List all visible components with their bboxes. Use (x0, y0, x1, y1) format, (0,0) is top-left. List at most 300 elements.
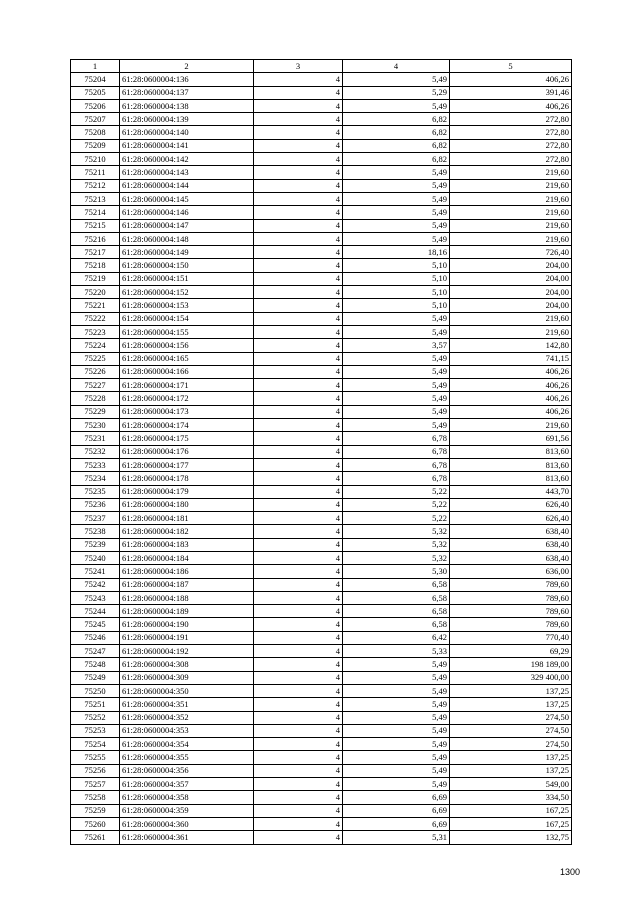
row-number-cell: 75240 (71, 551, 120, 564)
column-5-cell: 167,25 (450, 817, 572, 830)
column-5-cell: 219,60 (450, 166, 572, 179)
table-row (71, 352, 572, 365)
column-5-cell: 638,40 (450, 551, 572, 564)
column-3-cell: 4 (254, 179, 343, 192)
cadastral-number-cell: 61:28:0600004:182 (120, 525, 254, 538)
column-4-cell: 5,49 (343, 658, 450, 671)
table-row (71, 738, 572, 751)
column-3-cell: 4 (254, 525, 343, 538)
column-3-cell: 4 (254, 578, 343, 591)
cadastral-number-cell: 61:28:0600004:361 (120, 831, 254, 844)
table-row (71, 498, 572, 511)
table-row (71, 405, 572, 418)
table-row (71, 232, 572, 245)
table-row (71, 618, 572, 631)
cadastral-number-cell: 61:28:0600004:171 (120, 379, 254, 392)
cadastral-number-cell: 61:28:0600004:181 (120, 512, 254, 525)
table-row (71, 512, 572, 525)
row-number-cell: 75221 (71, 299, 120, 312)
column-5-cell: 137,25 (450, 764, 572, 777)
table-row (71, 671, 572, 684)
column-3-cell: 4 (254, 698, 343, 711)
row-number-cell: 75258 (71, 791, 120, 804)
table-row (71, 126, 572, 139)
table-row (71, 312, 572, 325)
row-number-cell: 75254 (71, 738, 120, 751)
column-5-cell: 741,15 (450, 352, 572, 365)
table-row (71, 153, 572, 166)
table-row (71, 631, 572, 644)
row-number-cell: 75226 (71, 365, 120, 378)
column-3-cell: 4 (254, 831, 343, 844)
row-number-cell: 75204 (71, 73, 120, 86)
row-number-cell: 75219 (71, 272, 120, 285)
table-row (71, 645, 572, 658)
cadastral-number-cell: 61:28:0600004:350 (120, 684, 254, 697)
table-row (71, 192, 572, 205)
table-row (71, 325, 572, 338)
row-number-cell: 75251 (71, 698, 120, 711)
column-4-cell: 5,49 (343, 99, 450, 112)
column-5-cell: 638,40 (450, 525, 572, 538)
column-header-2: 2 (120, 60, 254, 73)
row-number-cell: 75223 (71, 325, 120, 338)
column-header-4: 4 (343, 60, 450, 73)
column-4-cell: 5,49 (343, 192, 450, 205)
column-3-cell: 4 (254, 352, 343, 365)
cadastral-number-cell: 61:28:0600004:353 (120, 724, 254, 737)
row-number-cell: 75217 (71, 246, 120, 259)
row-number-cell: 75222 (71, 312, 120, 325)
column-3-cell: 4 (254, 432, 343, 445)
column-4-cell: 6,69 (343, 791, 450, 804)
column-5-cell: 391,46 (450, 86, 572, 99)
row-number-cell: 75237 (71, 512, 120, 525)
row-number-cell: 75228 (71, 392, 120, 405)
column-3-cell: 4 (254, 538, 343, 551)
column-4-cell: 6,58 (343, 591, 450, 604)
cadastral-number-cell: 61:28:0600004:357 (120, 778, 254, 791)
cadastral-number-cell: 61:28:0600004:148 (120, 232, 254, 245)
cadastral-number-cell: 61:28:0600004:173 (120, 405, 254, 418)
column-5-cell: 219,60 (450, 232, 572, 245)
table-row (71, 658, 572, 671)
cadastral-number-cell: 61:28:0600004:183 (120, 538, 254, 551)
row-number-cell: 75233 (71, 458, 120, 471)
column-4-cell: 6,82 (343, 139, 450, 152)
column-3-cell: 4 (254, 219, 343, 232)
column-3-cell: 4 (254, 645, 343, 658)
cadastral-number-cell: 61:28:0600004:146 (120, 206, 254, 219)
column-5-cell: 219,60 (450, 219, 572, 232)
row-number-cell: 75211 (71, 166, 120, 179)
column-3-cell: 4 (254, 724, 343, 737)
row-number-cell: 75252 (71, 711, 120, 724)
cadastral-number-cell: 61:28:0600004:156 (120, 339, 254, 352)
column-3-cell: 4 (254, 458, 343, 471)
cadastral-number-cell: 61:28:0600004:142 (120, 153, 254, 166)
column-3-cell: 4 (254, 272, 343, 285)
row-number-cell: 75253 (71, 724, 120, 737)
row-number-cell: 75213 (71, 192, 120, 205)
column-4-cell: 5,49 (343, 764, 450, 777)
column-4-cell: 5,31 (343, 831, 450, 844)
column-3-cell: 4 (254, 392, 343, 405)
cadastral-number-cell: 61:28:0600004:192 (120, 645, 254, 658)
column-4-cell: 5,22 (343, 485, 450, 498)
cadastral-number-cell: 61:28:0600004:191 (120, 631, 254, 644)
row-number-cell: 75243 (71, 591, 120, 604)
column-5-cell: 219,60 (450, 179, 572, 192)
cadastral-number-cell: 61:28:0600004:188 (120, 591, 254, 604)
table-row (71, 432, 572, 445)
column-5-cell: 691,56 (450, 432, 572, 445)
column-4-cell: 5,49 (343, 751, 450, 764)
cadastral-number-cell: 61:28:0600004:136 (120, 73, 254, 86)
column-3-cell: 4 (254, 206, 343, 219)
table-row (71, 578, 572, 591)
table-row (71, 605, 572, 618)
column-3-cell: 4 (254, 339, 343, 352)
column-3-cell: 4 (254, 259, 343, 272)
column-5-cell: 813,60 (450, 472, 572, 485)
column-3-cell: 4 (254, 405, 343, 418)
column-5-cell: 638,40 (450, 538, 572, 551)
page-number: 1300 (560, 867, 581, 877)
cadastral-number-cell: 61:28:0600004:177 (120, 458, 254, 471)
table-row (71, 445, 572, 458)
column-4-cell: 5,10 (343, 286, 450, 299)
cadastral-number-cell: 61:28:0600004:166 (120, 365, 254, 378)
cadastral-number-cell: 61:28:0600004:180 (120, 498, 254, 511)
column-3-cell: 4 (254, 299, 343, 312)
column-5-cell: 813,60 (450, 445, 572, 458)
column-3-cell: 4 (254, 671, 343, 684)
column-5-cell: 636,00 (450, 565, 572, 578)
row-number-cell: 75218 (71, 259, 120, 272)
row-number-cell: 75220 (71, 286, 120, 299)
column-3-cell: 4 (254, 618, 343, 631)
cadastral-number-cell: 61:28:0600004:190 (120, 618, 254, 631)
table-row (71, 73, 572, 86)
row-number-cell: 75229 (71, 405, 120, 418)
row-number-cell: 75259 (71, 804, 120, 817)
column-3-cell: 4 (254, 246, 343, 259)
table-row (71, 804, 572, 817)
column-4-cell: 5,49 (343, 219, 450, 232)
column-3-cell: 4 (254, 73, 343, 86)
column-5-cell: 219,60 (450, 419, 572, 432)
column-4-cell: 5,10 (343, 299, 450, 312)
column-4-cell: 6,58 (343, 605, 450, 618)
table-row (71, 724, 572, 737)
column-4-cell: 5,49 (343, 379, 450, 392)
column-4-cell: 6,69 (343, 817, 450, 830)
column-5-cell: 198 189,00 (450, 658, 572, 671)
row-number-cell: 75235 (71, 485, 120, 498)
column-4-cell: 5,22 (343, 512, 450, 525)
table-row (71, 831, 572, 844)
row-number-cell: 75246 (71, 631, 120, 644)
column-3-cell: 4 (254, 126, 343, 139)
row-number-cell: 75256 (71, 764, 120, 777)
cadastral-number-cell: 61:28:0600004:360 (120, 817, 254, 830)
column-4-cell: 6,82 (343, 126, 450, 139)
column-4-cell: 5,49 (343, 724, 450, 737)
table-row (71, 259, 572, 272)
cadastral-number-cell: 61:28:0600004:359 (120, 804, 254, 817)
column-3-cell: 4 (254, 684, 343, 697)
row-number-cell: 75209 (71, 139, 120, 152)
column-4-cell: 5,30 (343, 565, 450, 578)
row-number-cell: 75250 (71, 684, 120, 697)
column-5-cell: 272,80 (450, 153, 572, 166)
column-4-cell: 3,57 (343, 339, 450, 352)
column-4-cell: 6,82 (343, 153, 450, 166)
column-5-cell: 204,00 (450, 272, 572, 285)
column-4-cell: 5,49 (343, 352, 450, 365)
row-number-cell: 75244 (71, 605, 120, 618)
column-5-cell: 219,60 (450, 192, 572, 205)
column-3-cell: 4 (254, 591, 343, 604)
column-5-cell: 789,60 (450, 618, 572, 631)
row-number-cell: 75210 (71, 153, 120, 166)
column-3-cell: 4 (254, 312, 343, 325)
row-number-cell: 75239 (71, 538, 120, 551)
table-row (71, 113, 572, 126)
column-5-cell: 272,80 (450, 113, 572, 126)
table-row (71, 166, 572, 179)
cadastral-number-cell: 61:28:0600004:309 (120, 671, 254, 684)
row-number-cell: 75216 (71, 232, 120, 245)
table-row (71, 764, 572, 777)
cadastral-number-cell: 61:28:0600004:178 (120, 472, 254, 485)
cadastral-number-cell: 61:28:0600004:155 (120, 325, 254, 338)
column-3-cell: 4 (254, 512, 343, 525)
cadastral-number-cell: 61:28:0600004:179 (120, 485, 254, 498)
column-5-cell: 167,25 (450, 804, 572, 817)
column-4-cell: 6,69 (343, 804, 450, 817)
column-4-cell: 5,49 (343, 684, 450, 697)
column-5-cell: 137,25 (450, 751, 572, 764)
row-number-cell: 75260 (71, 817, 120, 830)
column-3-cell: 4 (254, 153, 343, 166)
cadastral-number-cell: 61:28:0600004:139 (120, 113, 254, 126)
cadastral-number-cell: 61:28:0600004:172 (120, 392, 254, 405)
column-4-cell: 5,49 (343, 392, 450, 405)
table-row (71, 246, 572, 259)
column-5-cell: 406,26 (450, 365, 572, 378)
column-4-cell: 5,10 (343, 272, 450, 285)
cadastral-number-cell: 61:28:0600004:151 (120, 272, 254, 285)
column-5-cell: 219,60 (450, 325, 572, 338)
column-5-cell: 626,40 (450, 512, 572, 525)
column-3-cell: 4 (254, 113, 343, 126)
table-row (71, 419, 572, 432)
cadastral-number-cell: 61:28:0600004:138 (120, 99, 254, 112)
column-3-cell: 4 (254, 738, 343, 751)
column-header-5: 5 (450, 60, 572, 73)
table-row (71, 379, 572, 392)
column-header-3: 3 (254, 60, 343, 73)
column-4-cell: 5,22 (343, 498, 450, 511)
column-3-cell: 4 (254, 192, 343, 205)
row-number-cell: 75224 (71, 339, 120, 352)
column-5-cell: 406,26 (450, 379, 572, 392)
table-row (71, 299, 572, 312)
row-number-cell: 75231 (71, 432, 120, 445)
column-4-cell: 6,58 (343, 618, 450, 631)
table-row (71, 139, 572, 152)
table-row (71, 485, 572, 498)
column-4-cell: 5,49 (343, 419, 450, 432)
cadastral-number-cell: 61:28:0600004:150 (120, 259, 254, 272)
data-table (70, 59, 572, 845)
table-row (71, 817, 572, 830)
table-row (71, 565, 572, 578)
row-number-cell: 75261 (71, 831, 120, 844)
column-5-cell: 626,40 (450, 498, 572, 511)
column-3-cell: 4 (254, 485, 343, 498)
table-row (71, 791, 572, 804)
column-5-cell: 789,60 (450, 605, 572, 618)
table-row (71, 286, 572, 299)
row-number-cell: 75242 (71, 578, 120, 591)
row-number-cell: 75247 (71, 645, 120, 658)
row-number-cell: 75214 (71, 206, 120, 219)
row-number-cell: 75257 (71, 778, 120, 791)
column-3-cell: 4 (254, 817, 343, 830)
column-3-cell: 4 (254, 365, 343, 378)
column-4-cell: 5,49 (343, 206, 450, 219)
column-3-cell: 4 (254, 379, 343, 392)
table-row (71, 778, 572, 791)
row-number-cell: 75241 (71, 565, 120, 578)
column-3-cell: 4 (254, 751, 343, 764)
column-3-cell: 4 (254, 711, 343, 724)
cadastral-number-cell: 61:28:0600004:358 (120, 791, 254, 804)
column-5-cell: 789,60 (450, 578, 572, 591)
column-5-cell: 406,26 (450, 392, 572, 405)
column-4-cell: 5,49 (343, 365, 450, 378)
column-5-cell: 204,00 (450, 259, 572, 272)
table-row (71, 272, 572, 285)
column-5-cell: 272,80 (450, 139, 572, 152)
table-row (71, 472, 572, 485)
cadastral-number-cell: 61:28:0600004:186 (120, 565, 254, 578)
column-4-cell: 5,49 (343, 738, 450, 751)
column-4-cell: 5,49 (343, 73, 450, 86)
row-number-cell: 75206 (71, 99, 120, 112)
cadastral-number-cell: 61:28:0600004:184 (120, 551, 254, 564)
column-4-cell: 5,29 (343, 86, 450, 99)
row-number-cell: 75249 (71, 671, 120, 684)
row-number-cell: 75205 (71, 86, 120, 99)
row-number-cell: 75238 (71, 525, 120, 538)
column-5-cell: 329 400,00 (450, 671, 572, 684)
column-3-cell: 4 (254, 565, 343, 578)
column-4-cell: 5,49 (343, 711, 450, 724)
cadastral-number-cell: 61:28:0600004:137 (120, 86, 254, 99)
row-number-cell: 75245 (71, 618, 120, 631)
cadastral-number-cell: 61:28:0600004:352 (120, 711, 254, 724)
cadastral-number-cell: 61:28:0600004:153 (120, 299, 254, 312)
cadastral-number-cell: 61:28:0600004:351 (120, 698, 254, 711)
column-3-cell: 4 (254, 86, 343, 99)
table-row (71, 365, 572, 378)
column-4-cell: 6,58 (343, 578, 450, 591)
column-3-cell: 4 (254, 166, 343, 179)
column-3-cell: 4 (254, 286, 343, 299)
column-5-cell: 334,50 (450, 791, 572, 804)
table-row (71, 219, 572, 232)
column-4-cell: 6,42 (343, 631, 450, 644)
table-row (71, 525, 572, 538)
column-3-cell: 4 (254, 139, 343, 152)
column-4-cell: 5,49 (343, 232, 450, 245)
column-3-cell: 4 (254, 791, 343, 804)
column-5-cell: 272,80 (450, 126, 572, 139)
column-4-cell: 5,49 (343, 671, 450, 684)
column-5-cell: 132,75 (450, 831, 572, 844)
cadastral-number-cell: 61:28:0600004:189 (120, 605, 254, 618)
row-number-cell: 75212 (71, 179, 120, 192)
cadastral-number-cell: 61:28:0600004:147 (120, 219, 254, 232)
column-4-cell: 5,32 (343, 551, 450, 564)
table-row (71, 698, 572, 711)
column-5-cell: 219,60 (450, 206, 572, 219)
column-4-cell: 6,78 (343, 432, 450, 445)
table-row (71, 538, 572, 551)
row-number-cell: 75207 (71, 113, 120, 126)
column-4-cell: 5,49 (343, 312, 450, 325)
header-row (71, 60, 572, 73)
column-3-cell: 4 (254, 99, 343, 112)
column-4-cell: 5,49 (343, 179, 450, 192)
column-4-cell: 5,49 (343, 166, 450, 179)
table-row (71, 86, 572, 99)
cadastral-number-cell: 61:28:0600004:355 (120, 751, 254, 764)
column-5-cell: 219,60 (450, 312, 572, 325)
column-4-cell: 5,32 (343, 525, 450, 538)
table-row (71, 551, 572, 564)
column-4-cell: 5,33 (343, 645, 450, 658)
row-number-cell: 75225 (71, 352, 120, 365)
column-3-cell: 4 (254, 325, 343, 338)
cadastral-number-cell: 61:28:0600004:187 (120, 578, 254, 591)
row-number-cell: 75234 (71, 472, 120, 485)
table-row (71, 684, 572, 697)
cadastral-number-cell: 61:28:0600004:152 (120, 286, 254, 299)
column-5-cell: 274,50 (450, 711, 572, 724)
column-5-cell: 137,25 (450, 684, 572, 697)
cadastral-number-cell: 61:28:0600004:149 (120, 246, 254, 259)
cadastral-number-cell: 61:28:0600004:175 (120, 432, 254, 445)
column-3-cell: 4 (254, 764, 343, 777)
column-5-cell: 204,00 (450, 299, 572, 312)
column-4-cell: 5,32 (343, 538, 450, 551)
table-row (71, 179, 572, 192)
cadastral-number-cell: 61:28:0600004:143 (120, 166, 254, 179)
column-5-cell: 69,29 (450, 645, 572, 658)
cadastral-number-cell: 61:28:0600004:176 (120, 445, 254, 458)
column-4-cell: 6,78 (343, 445, 450, 458)
table-row (71, 711, 572, 724)
column-4-cell: 5,49 (343, 778, 450, 791)
table-body (71, 73, 572, 844)
column-5-cell: 274,50 (450, 738, 572, 751)
table-row (71, 591, 572, 604)
